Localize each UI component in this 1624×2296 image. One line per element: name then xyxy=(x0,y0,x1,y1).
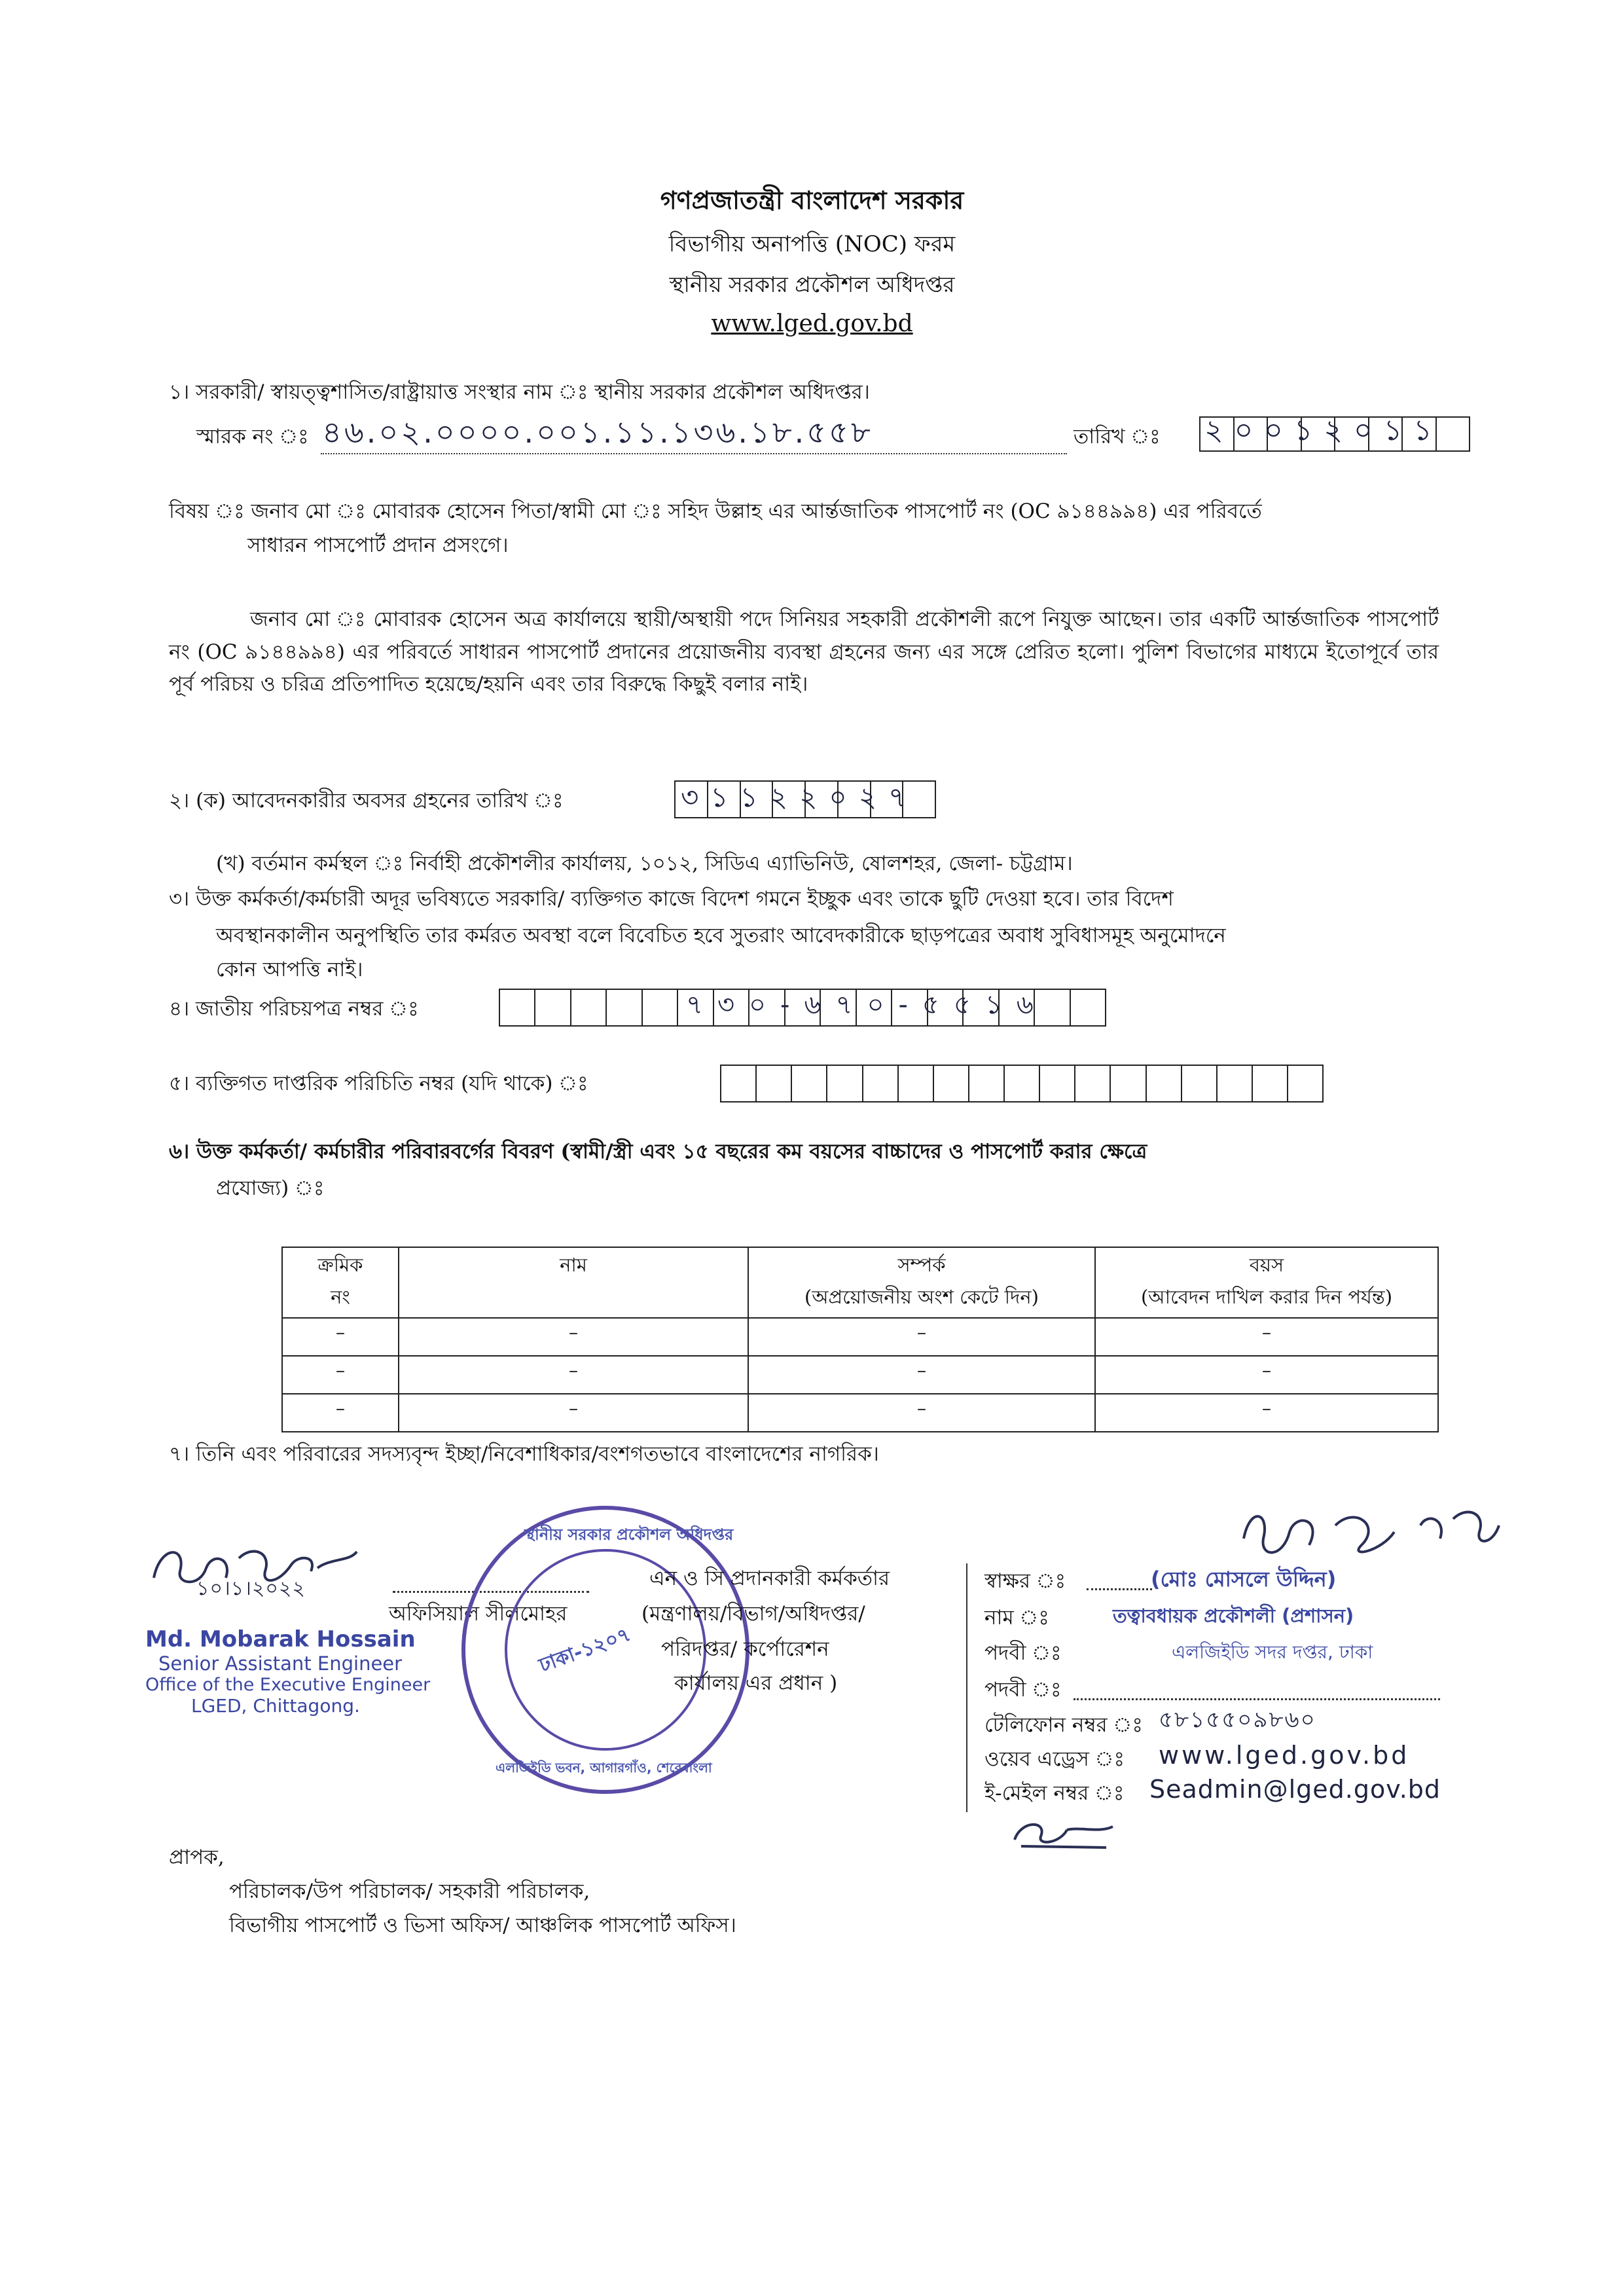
table-row xyxy=(282,1356,1438,1394)
serial-header-line-1: ক্রমিক xyxy=(317,1254,363,1276)
department-name: স্থানীয় সরকার প্রকৌশল অধিদপ্তর xyxy=(669,272,955,297)
applicant-signature-date: ১০।১।২০২২ xyxy=(196,1577,306,1600)
body-paragraph: জনাব মো ঃ মোবারক হোসেন অত্র কার্যালয়ে স্থায়ী/অস্থায়ী পদে সিনিয়র সহকারী প্রকৌশলী রূপে নিযুক্ত আছেন। তার একটি আর্ন্তজাতিক পাসপোর্ট নং (OC ৯১৪৪৯৯৪) এর পরিবর্তে সাধারন পাসপোর্ট প্রদানের প্রয়োজনীয় ব্যবস্থা গ্রহনের জন্য এর সঙ্গে প্রেরিত হলো। পুলিশ বিভাগের মাধ্যমে ইতোপূর্বে তার পূর্ব পরিচয় ও চরিত্র প্রতিপাদিত হয়েছে/হয়নি এবং তার বিরুদ্ধে কিছুই বলার নাই। xyxy=(169,608,1439,697)
name-header-text: নাম xyxy=(560,1254,587,1276)
pid-digit-box xyxy=(934,1066,969,1101)
row-age: – xyxy=(1095,1318,1438,1356)
subject-line-1: বিষয় ঃ জনাব মো ঃ মোবারক হোসেন পিতা/স্বামী মো ঃ সহিদ উল্লাহ এর আর্ন্তজাতিক পাসপোর্ট নং (OC ৯১৪৪৯৯৪) এর পরিবর্তে xyxy=(169,500,1262,523)
date-label: তারিখ ঃ xyxy=(1074,425,1161,448)
age-header xyxy=(1095,1247,1438,1318)
row-name: – xyxy=(399,1318,748,1356)
name-header xyxy=(399,1247,748,1318)
pid-digit-box xyxy=(1218,1066,1253,1101)
nid-digit-box xyxy=(1071,990,1105,1025)
row-age: – xyxy=(1095,1394,1438,1432)
signature-dots xyxy=(1087,1588,1152,1590)
memo-underline xyxy=(321,452,1067,454)
pid-digit-box xyxy=(969,1066,1005,1101)
nid-digit-box xyxy=(500,990,535,1025)
table-row xyxy=(282,1394,1438,1432)
row-name: – xyxy=(399,1356,748,1394)
pid-digit-box xyxy=(863,1066,899,1101)
round-seal-center-text: ঢাকা-১২০৭ xyxy=(536,1623,634,1677)
pid-digit-box xyxy=(1005,1066,1040,1101)
item3-line-3: কোন আপত্তি নাই। xyxy=(216,958,363,981)
nid-digit-box xyxy=(535,990,571,1025)
memo-label: স্মারক নং ঃ xyxy=(196,425,309,448)
age-header-line-1: বয়স xyxy=(1249,1254,1284,1276)
pid-digit-box xyxy=(1075,1066,1111,1101)
memo-number: ৪৬.০২.০০০০.০০১.১১.১৩৬.১৮.৫৫৮ xyxy=(322,414,873,450)
row-relation: – xyxy=(748,1356,1095,1394)
email-value: Seadmin@lged.gov.bd xyxy=(1149,1775,1441,1804)
subject-line-2: সাধারন পাসপোর্ট প্রদান প্রসংগে। xyxy=(247,534,509,557)
relation-header xyxy=(748,1247,1095,1318)
govt-title: গণপ্রজাতন্ত্রী বাংলাদেশ সরকার xyxy=(660,185,964,215)
phone-value: ৫৮১৫৫০৯৮৬০ xyxy=(1159,1707,1316,1733)
web-label: ওয়েব এড্রেস ঃ xyxy=(984,1747,1125,1771)
recipient-line-1: পরিচালক/উপ পরিচালক/ সহকারী পরিচালক, xyxy=(229,1880,590,1903)
row-age: – xyxy=(1095,1356,1438,1394)
applicant-stamp-designation: Senior Assistant Engineer xyxy=(158,1652,403,1675)
citizenship-statement: ৭। তিনি এবং পরিবারের সদস্যবৃন্দ ইচ্ছা/নিবেশাধিকার/বংশগতভাবে বাংলাদেশের নাগরিক। xyxy=(169,1442,879,1466)
pid-digit-box xyxy=(757,1066,792,1101)
pid-digit-box xyxy=(721,1066,757,1101)
noc-authority-line-2: (মন্ত্রণালয়/বিভাগ/অধিদপ্তর/ xyxy=(641,1602,865,1626)
designation-label-2: পদবী ঃ xyxy=(984,1678,1062,1702)
round-seal-bottom-text: এলজিইডি ভবন, আগারগাঁও, শেরেবাংলা xyxy=(496,1760,712,1776)
row-relation: – xyxy=(748,1394,1095,1432)
signature-label: স্বাক্ষর ঃ xyxy=(984,1569,1066,1593)
table-row xyxy=(282,1318,1438,1356)
serial-header-line-2: নং xyxy=(331,1286,350,1308)
row-serial: – xyxy=(282,1394,399,1432)
personal-id-boxes xyxy=(720,1065,1324,1102)
item1-org-name: ১। সরকারী/ স্বায়ত্ত্বশাসিত/রাষ্ট্রায়াত্ত সংস্থার নাম ঃ স্থানীয় সরকার প্রকৌশল অধিদপ্তর। xyxy=(169,380,870,404)
row-serial: – xyxy=(282,1318,399,1356)
applicant-stamp-name: Md. Mobarak Hossain xyxy=(145,1626,416,1652)
nid-digit-box xyxy=(607,990,642,1025)
nid-digit-box xyxy=(643,990,678,1025)
official-seal-label: অফিসিয়াল সীলমোহর xyxy=(389,1602,568,1626)
applicant-stamp xyxy=(145,1626,431,1717)
pid-digit-box xyxy=(792,1066,827,1101)
form-title: বিভাগীয় অনাপত্তি (NOC) ফরম xyxy=(668,231,956,257)
designation-label: পদবী ঃ xyxy=(984,1641,1062,1665)
pid-digit-box xyxy=(899,1066,934,1101)
row-serial: – xyxy=(282,1356,399,1394)
email-label: ই-মেইল নম্বর ঃ xyxy=(984,1781,1125,1805)
family-table xyxy=(281,1247,1439,1432)
nid-digit-box xyxy=(571,990,607,1025)
family-details-line-2: প্রযোজ্য) ঃ xyxy=(216,1176,325,1200)
pid-digit-box xyxy=(1182,1066,1218,1101)
recipient-label: প্রাপক, xyxy=(169,1846,225,1869)
item3-line-1: ৩। উক্ত কর্মকর্তা/কর্মচারী অদূর ভবিষ্যতে সরকারি/ ব্যক্তিগত কাজে বিদেশ গমনে ইচ্ছুক এবং তাকে ছুটি দেওয়া হবে। তার বিদেশ xyxy=(169,887,1174,911)
web-value: www.lged.gov.bd xyxy=(1159,1741,1410,1770)
row-name: – xyxy=(399,1394,748,1432)
initial-signature xyxy=(1001,1807,1119,1859)
date-value: ২০০১২০১১ xyxy=(1204,414,1443,447)
website-link[interactable]: www.lged.gov.bd xyxy=(711,310,913,337)
retire-date-label: ২। (ক) আবেদনকারীর অবসর গ্রহনের তারিখ ঃ xyxy=(169,789,564,812)
phone-label: টেলিফোন নম্বর ঃ xyxy=(984,1713,1143,1737)
serial-header xyxy=(282,1247,399,1318)
family-table-header xyxy=(282,1247,1438,1318)
personal-id-label: ৫। ব্যক্তিগত দাপ্তরিক পরিচিতি নম্বর (যদি থাকে) ঃ xyxy=(169,1072,588,1095)
pid-digit-box xyxy=(1253,1066,1288,1101)
signer-divider xyxy=(966,1563,967,1812)
recipient-line-2: বিভাগীয় পাসপোর্ট ও ভিসা অফিস/ আঞ্চলিক পাসপোর্ট অফিস। xyxy=(229,1914,736,1937)
row-relation: – xyxy=(748,1318,1095,1356)
family-details-line-1: ৬। উক্ত কর্মকর্তা/ কর্মচারীর পরিবারবর্গের বিবরণ (স্বামী/স্ত্রী এবং ১৫ বছরের কম বয়সের বাচ্চাদের ও পাসপোর্ট করার ক্ষেত্রে xyxy=(169,1140,1147,1163)
applicant-stamp-location: LGED, Chittagong. xyxy=(191,1695,360,1717)
retire-date-value: ৩১১২২০২৭ xyxy=(681,781,918,813)
signer-name-value: (মোঃ মোসলে উদ্দিন) xyxy=(1151,1567,1337,1592)
pid-digit-box xyxy=(827,1066,863,1101)
designation-dots xyxy=(1074,1698,1440,1700)
item3-line-2: অবস্থানকালীন অনুপস্থিতি তার কর্মরত অবস্থা বলে বিবেচিত হবে সুতরাং আবেদকারীকে ছাড়পত্রের অবাধ সুবিধাসমূহ অনুমোদনে xyxy=(216,924,1226,947)
nid-value: ৭৩০-৬৭০-৫৫১৬ xyxy=(686,990,1048,1020)
noc-authority-line-4: কার্যালয় এর প্রধান ) xyxy=(674,1671,838,1695)
signer-office-value: এলজিইডি সদর দপ্তর, ঢাকা xyxy=(1172,1641,1373,1663)
relation-header-line-1: সম্পর্ক xyxy=(897,1254,946,1276)
noc-authority-line-3: পরিদপ্তর/ কর্পোরেশন xyxy=(661,1637,829,1661)
nid-label: ৪। জাতীয় পরিচয়পত্র নম্বর ঃ xyxy=(169,997,419,1021)
current-workplace: (খ) বর্তমান কর্মস্থল ঃ নির্বাহী প্রকৌশলীর কার্যালয়, ১০১২, সিডিএ এ্যাভিনিউ, ষোলশহর, জেলা- চট্টগ্রাম। xyxy=(216,852,1073,875)
round-seal-top-text: স্থানীয় সরকার প্রকৌশল অধিদপ্তর xyxy=(524,1525,734,1544)
pid-digit-box xyxy=(1111,1066,1146,1101)
signer-designation-value: তত্বাবধায়ক প্রকৌশলী (প্রশাসন) xyxy=(1113,1605,1354,1627)
name-label: নাম ঃ xyxy=(984,1606,1049,1630)
age-header-line-2: (আবেদন দাখিল করার দিন পর্যন্ত) xyxy=(1140,1286,1393,1308)
relation-header-line-2: (অপ্রয়োজনীয় অংশ কেটে দিন) xyxy=(804,1286,1039,1308)
pid-digit-box xyxy=(1288,1066,1322,1101)
pid-digit-box xyxy=(1040,1066,1075,1101)
applicant-stamp-office: Office of the Executive Engineer xyxy=(145,1675,431,1695)
noc-authority-line-1: এন ও সি প্রদানকারী কর্মকর্তার xyxy=(649,1567,890,1590)
pid-digit-box xyxy=(1147,1066,1182,1101)
